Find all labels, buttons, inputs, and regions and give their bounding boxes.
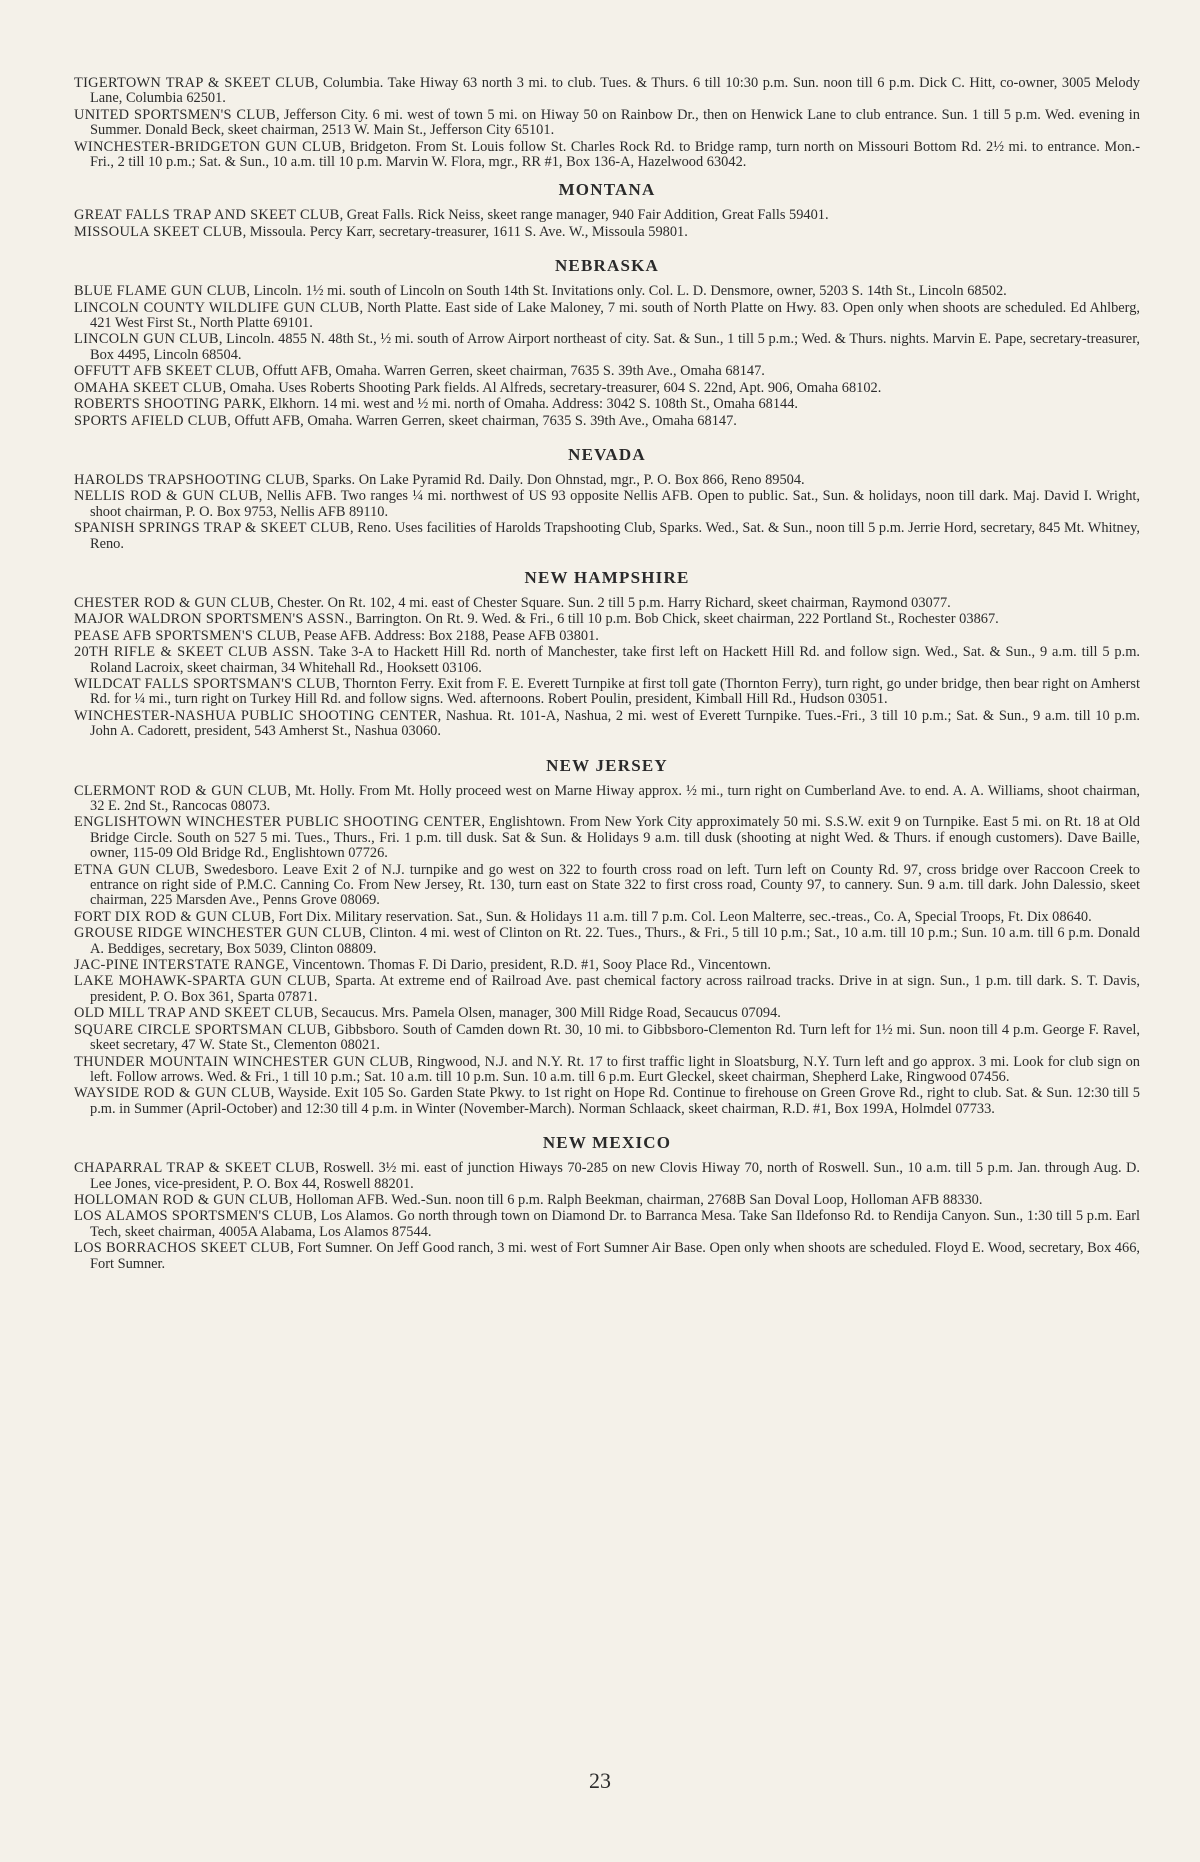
club-details: , Sparks. On Lake Pyramid Rd. Daily. Don Ohnstad, mgr., P. O. Box 866, Reno 89504. <box>305 471 805 488</box>
state-section <box>74 180 1140 240</box>
club-details: , North Platte. East side of Lake Maloney, 7 mi. south of North Platte on Hwy. 83. Open only when shoots are scheduled. Ed Ahlberg, 421 West First St., North Platte 69101. <box>90 299 1141 332</box>
state-section <box>74 76 1140 170</box>
club-name: WINCHESTER-BRIDGETON GUN CLUB <box>74 138 342 155</box>
club-name: OMAHA SKEET CLUB <box>74 379 223 396</box>
club-entry <box>74 926 1140 957</box>
club-entry <box>74 677 1140 708</box>
club-name: ETNA GUN CLUB <box>74 861 196 878</box>
club-name: LINCOLN GUN CLUB <box>74 331 219 348</box>
club-entry <box>74 397 1140 412</box>
club-details: , Fort Sumner. On Jeff Good ranch, 3 mi. west of Fort Sumner Air Base. Open only when shoots are scheduled. Floyd E. Wood, secretary, Box 466, Fort Sumner. <box>90 1240 1140 1272</box>
club-name: GREAT FALLS TRAP AND SKEET CLUB <box>74 207 340 224</box>
club-name: PEASE AFB SPORTSMEN'S CLUB <box>74 627 297 644</box>
club-name: JAC-PINE INTERSTATE RANGE <box>74 957 286 974</box>
club-details: , Nellis AFB. Two ranges ¼ mi. northwest of US 93 opposite Nellis AFB. Open to public. Sat., Sun. & holidays, noon till dark. Maj. David I. Wright, shoot chairman, P. O. Box 9753, Nellis AFB 89110. <box>90 488 1140 520</box>
club-entry <box>74 1023 1140 1054</box>
club-details: , Secaucus. Mrs. Pamela Olsen, manager, 300 Mill Ridge Road, Secaucus 07094. <box>313 1005 781 1022</box>
club-details: , Mt. Holly. From Mt. Holly proceed west on Marne Hiway approx. ½ mi., turn right on Cumberland Ave. to end. A. A. Williams, shoot chairman, 32 E. 2nd St., Rancocas 08073. <box>90 782 1140 814</box>
club-details: , Wayside. Exit 105 So. Garden State Pkwy. to 1st right on Hope Rd. Continue to firehouse on Green Grove Rd., right to club. Sat. & Sun. 12:30 till 5 p.m. in Summer (April-October) and 12:30 till 4 p.m. in Winter (November-March). Norman Schlaack, skeet chairman, R.D. #1, Box 199A, Holmdel 07733. <box>90 1085 1140 1117</box>
club-entry <box>74 709 1140 740</box>
club-details: , Lincoln. 4855 N. 48th St., ½ mi. south of Arrow Airport northeast of city. Sat. & Sun., 1 till 5 p.m.; Wed. & Thurs. nights. Marvin E. Pape, secretary-treasurer, Box 4495, Lincoln 68504. <box>90 331 1141 363</box>
state-section <box>74 445 1140 552</box>
club-details: , Jefferson City. 6 mi. west of town 5 mi. on Hiway 50 on Rainbow Dr., then on Henwick Lane to club entrance. Sun. 1 till 5 p.m. Wed. evening in Summer. Donald Beck, skeet chairman, 2513 W. Main St., Jefferson City 65101. <box>90 106 1140 139</box>
club-name: LAKE MOHAWK-SPARTA GUN CLUB <box>74 973 327 990</box>
club-name: SPORTS AFIELD CLUB <box>74 412 228 429</box>
club-name: GROUSE RIDGE WINCHESTER GUN CLUB <box>74 925 363 942</box>
club-entry <box>74 1161 1140 1192</box>
club-name: WAYSIDE ROD & GUN CLUB <box>74 1085 271 1102</box>
club-details: , Omaha. Uses Roberts Shooting Park fields. Al Alfreds, secretary-treasurer, 604 S. 22nd, Apt. 906, Omaha 68102. <box>222 379 882 396</box>
state-heading: NEW JERSEY <box>546 755 668 775</box>
club-entry <box>74 1193 1140 1208</box>
state-heading: NEBRASKA <box>554 256 660 276</box>
club-name: WILDCAT FALLS SPORTSMAN'S CLUB <box>74 675 336 692</box>
club-entry <box>74 1209 1140 1240</box>
club-entry <box>74 381 1140 396</box>
club-details: , Elkhorn. 14 mi. west and ½ mi. north of Omaha. Address: 3042 S. 108th St., Omaha 68144. <box>262 396 799 413</box>
club-entry <box>74 108 1140 139</box>
club-name: NELLIS ROD & GUN CLUB <box>74 488 259 505</box>
club-details: Take 3-A to Hackett Hill Rd. north of Manchester, take first left on Hackett Hill Rd. and follow sign. Wed., Sat. & Sun., 9 a.m. till 5 p.m. Roland Lacroix, skeet chairman, 34 Whitehall Rd., Hooksett 03106. <box>90 644 1140 676</box>
club-name: CHAPARRAL TRAP & SKEET CLUB <box>74 1160 316 1177</box>
club-name: ROBERTS SHOOTING PARK <box>74 396 263 413</box>
club-details: , Barrington. On Rt. 9. Wed. & Fri., 6 till 10 p.m. Bob Chick, skeet chairman, 222 Portland St., Rochester 03867. <box>348 611 999 628</box>
state-heading: NEW HAMPSHIRE <box>524 567 690 587</box>
club-details: , Offutt AFB, Omaha. Warren Gerren, skeet chairman, 7635 S. 39th Ave., Omaha 68147. <box>255 363 765 380</box>
club-details: , Vincentown. Thomas F. Di Dario, president, R.D. #1, Sooy Place Rd., Vincentown. <box>285 957 771 974</box>
club-name: LOS BORRACHOS SKEET CLUB <box>74 1240 291 1257</box>
club-details: , Thornton Ferry. Exit from F. E. Everett Turnpike at first toll gate (Thornton Ferry), turn right, go under bridge, then bear right on Amherst Rd. for ¼ mi., turn right on Turkey Hill Rd. and follow signs. Wed. afternoons. Robert Poulin, president, Kimball Hill Rd., Hudson 03051. <box>90 675 1140 708</box>
club-name: UNITED SPORTSMEN'S CLUB <box>74 106 276 123</box>
club-details: , Swedesboro. Leave Exit 2 of N.J. turnpike and go west on 322 to fourth cross road on left. Turn left on County Rd. 97, cross bridge over Raccoon Creek to entrance on right side of P.M.C. Canning Co. From New Jersey, Rt. 130, turn east on State 322 to first cross road, County 97, to cannery. Sun. 9 a.m. till dark. John Dalessio, skeet chairman, 225 Marsden Ave., Penns Grove 08069. <box>90 861 1140 909</box>
club-entry <box>74 1055 1140 1086</box>
club-name: CHESTER ROD & GUN CLUB <box>74 594 271 611</box>
state-heading: NEW MEXICO <box>542 1133 672 1153</box>
club-name: OLD MILL TRAP AND SKEET CLUB <box>74 1005 314 1022</box>
club-entry <box>74 76 1140 107</box>
club-entry <box>74 301 1140 332</box>
club-details: , Columbia. Take Hiway 63 north 3 mi. to club. Tues. & Thurs. 6 till 10:30 p.m. Sun. noon till 6 p.m. Dick C. Hitt, co-owner, 3005 Melody Lane, Columbia 62501. <box>90 75 1140 107</box>
club-details: , Bridgeton. From St. Louis follow St. Charles Rock Rd. to Bridge ramp, turn north on Missouri Bottom Rd. 2½ mi. to entrance. Mon.-Fri., 2 till 10 p.m.; Sat. & Sun., 10 a.m. till 10 p.m. Marvin W. Flora, mgr., RR #1, Box 136-A, Hazelwood 63042. <box>90 138 1140 171</box>
club-entry <box>74 332 1140 363</box>
club-name: SQUARE CIRCLE SPORTSMAN CLUB <box>74 1021 327 1038</box>
club-details: , Gibbsboro. South of Camden down Rt. 30, 10 mi. to Gibbsboro-Clementon Rd. Turn left for 1½ mi. Sun. noon till 4 p.m. George F. Ravel, skeet secretary, 47 W. State St., Clementon 08021. <box>90 1021 1140 1054</box>
club-entry <box>74 1086 1140 1117</box>
club-entry <box>74 364 1140 379</box>
club-details: , Chester. On Rt. 102, 4 mi. east of Chester Square. Sun. 2 till 5 p.m. Harry Richard, skeet chairman, Raymond 03077. <box>270 594 951 611</box>
state-section <box>74 1133 1140 1272</box>
club-name: 20TH RIFLE & SKEET CLUB ASSN. <box>74 644 315 661</box>
club-details: , Lincoln. 1½ mi. south of Lincoln on South 14th St. Invitations only. Col. L. D. Densmore, owner, 5203 S. 14th St., Lincoln 68502. <box>246 283 1007 300</box>
club-entry <box>74 974 1140 1005</box>
club-name: HAROLDS TRAPSHOOTING CLUB <box>74 471 306 488</box>
club-name: MISSOULA SKEET CLUB <box>74 223 243 240</box>
club-details: , Great Falls. Rick Neiss, skeet range manager, 940 Fair Addition, Great Falls 59401. <box>339 207 829 224</box>
state-section <box>74 756 1140 1118</box>
club-details: , Los Alamos. Go north through town on Diamond Dr. to Barranca Mesa. Take San Ildefonso Rd. to Rendija Canyon. Sun., 1:30 till 5 p.m. Earl Tech, skeet chairman, 4005A Alabama, Los Alamos 87544. <box>90 1208 1141 1240</box>
club-listing <box>74 76 1140 1272</box>
club-entry <box>74 645 1140 676</box>
club-name: THUNDER MOUNTAIN WINCHESTER GUN CLUB <box>74 1053 410 1070</box>
club-details: , Offutt AFB, Omaha. Warren Gerren, skeet chairman, 7635 S. 39th Ave., Omaha 68147. <box>227 412 737 429</box>
club-details: , Missoula. Percy Karr, secretary-treasurer, 1611 S. Ave. W., Missoula 59801. <box>242 223 688 240</box>
club-entry <box>74 629 1140 644</box>
club-entry <box>74 958 1140 973</box>
club-name: LOS ALAMOS SPORTSMEN'S CLUB <box>74 1208 314 1225</box>
club-details: , Sparta. At extreme end of Railroad Ave. past chemical factory across railroad tracks. Drive in at sign. Sun., 1 p.m. till dark. S. T. Davis, president, P. O. Box 361, Sparta 07871. <box>90 973 1141 1005</box>
club-details: , Nashua. Rt. 101-A, Nashua, 2 mi. west of Everett Turnpike. Tues.-Fri., 3 till 10 p.m.; Sat. & Sun., 9 a.m. till 10 p.m. John A. Cadorett, president, 543 Amherst St., Nashua 03060. <box>90 707 1140 740</box>
club-name: WINCHESTER-NASHUA PUBLIC SHOOTING CENTER <box>74 707 438 724</box>
club-name: MAJOR WALDRON SPORTSMEN'S ASSN. <box>74 611 349 628</box>
club-name: LINCOLN COUNTY WILDLIFE GUN CLUB <box>74 299 360 316</box>
state-heading: NEVADA <box>568 444 646 464</box>
club-details: , Reno. Uses facilities of Harolds Trapshooting Club, Sparks. Wed., Sat. & Sun., noon till 5 p.m. Jerrie Hord, secretary, 845 Mt. Whitney, Reno. <box>90 520 1140 552</box>
state-heading: MONTANA <box>558 180 656 200</box>
club-entry <box>74 1006 1140 1021</box>
state-section <box>74 256 1140 429</box>
club-name: TIGERTOWN TRAP & SKEET CLUB <box>74 75 315 91</box>
club-entry <box>74 225 1140 240</box>
club-entry <box>74 414 1140 429</box>
club-details: , Clinton. 4 mi. west of Clinton on Rt. 22. Tues., Thurs., & Fri., 5 till 10 p.m.; Sat., 10 a.m. till 10 p.m.; Sun. 10 a.m. till 6 p.m. Donald A. Beddiges, secretary, Box 5039, Clinton 08809. <box>90 925 1141 957</box>
club-entry <box>74 863 1140 909</box>
club-entry <box>74 521 1140 552</box>
club-details: , Holloman AFB. Wed.-Sun. noon till 6 p.m. Ralph Beekman, chairman, 2768B San Doval Loop, Holloman AFB 88330. <box>288 1191 983 1208</box>
club-details: , Roswell. 3½ mi. east of junction Hiways 70-285 on new Clovis Hiway 70, north of Roswell. Sun., 10 a.m. till 5 p.m. Jan. through Aug. D. Lee Jones, vice-president, P. O. Box 44, Roswell 88201. <box>90 1160 1140 1192</box>
club-entry <box>74 473 1140 488</box>
club-entry <box>74 815 1140 861</box>
club-details: , Fort Dix. Military reservation. Sat., Sun. & Holidays 11 a.m. till 7 p.m. Col. Leon Malterre, sec.-treas., Co. A, Special Troops, Ft. Dix 08640. <box>271 908 1092 925</box>
page-number: 23 <box>589 1768 611 1793</box>
state-section <box>74 568 1140 740</box>
club-entry <box>74 596 1140 611</box>
club-entry <box>74 784 1140 815</box>
club-name: ENGLISHTOWN WINCHESTER PUBLIC SHOOTING CENTER <box>74 814 482 831</box>
club-entry <box>74 284 1140 299</box>
club-entry <box>74 208 1140 223</box>
club-name: CLERMONT ROD & GUN CLUB <box>74 782 288 799</box>
club-name: BLUE FLAME GUN CLUB <box>74 283 247 300</box>
club-entry <box>74 489 1140 520</box>
club-details: , Pease AFB. Address: Box 2188, Pease AFB 03801. <box>296 627 599 644</box>
club-details: , Englishtown. From New York City approximately 50 mi. S.S.W. exit 9 on Turnpike. East 5 mi. on Rt. 18 at Old Bridge Circle. South on 527 5 mi. Tues., Thurs., Fri. 1 p.m. till dusk. Sat & Sun. & Holidays 9 a.m. till dusk (shooting at night Wed. & Thurs. if enough customers). Dave Baille, owner, 115-09 Old Bridge Rd., Englishtown 07726. <box>90 814 1140 862</box>
club-name: HOLLOMAN ROD & GUN CLUB <box>74 1191 289 1208</box>
club-name: SPANISH SPRINGS TRAP & SKEET CLUB <box>74 520 351 537</box>
club-entry <box>74 612 1140 627</box>
club-name: OFFUTT AFB SKEET CLUB <box>74 363 256 380</box>
club-name: FORT DIX ROD & GUN CLUB <box>74 908 272 925</box>
club-details: , Ringwood, N.J. and N.Y. Rt. 17 to first traffic light in Sloatsburg, N.Y. Turn left and go approx. 3 mi. Look for club sign on left. Follow arrows. Wed. & Fri., 1 till 10 p.m.; Sat. 10 a.m. till 10 p.m. Sun. 10 a.m. till 6 p.m. Eurt Gleckel, skeet chairman, Shepherd Lake, Ringwood 07456. <box>90 1053 1141 1085</box>
club-entry <box>74 910 1140 925</box>
club-entry <box>74 140 1140 171</box>
club-entry <box>74 1241 1140 1272</box>
